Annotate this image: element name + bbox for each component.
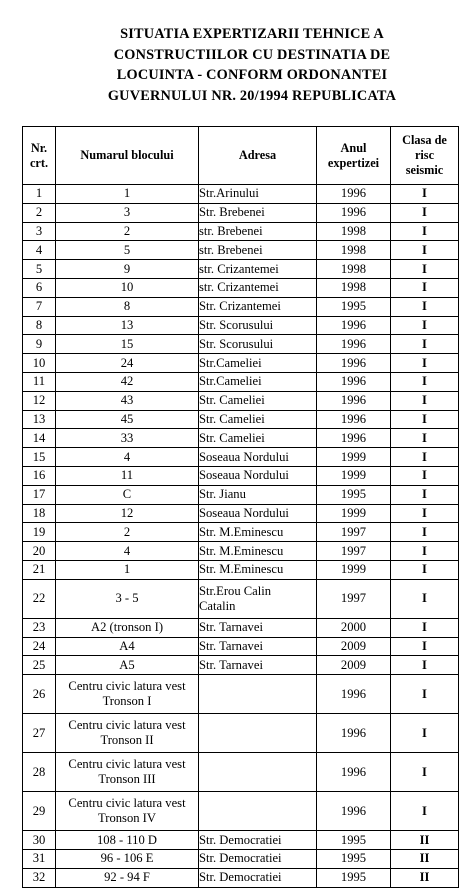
table-row [23, 579, 459, 618]
cell-adresa [199, 222, 317, 241]
cell-bloc [56, 849, 199, 868]
cell-bloc-line: 15 [120, 336, 134, 351]
cell-adresa-line: Str. Cameliei [199, 411, 265, 426]
cell-bloc [56, 354, 199, 373]
cell-clasa: I [391, 354, 459, 373]
cell-adresa [199, 637, 317, 656]
cell-bloc-line: 42 [120, 374, 134, 389]
cell-adresa [199, 429, 317, 448]
cell-nr: 28 [23, 753, 56, 792]
cell-adresa [199, 523, 317, 542]
header-nr-line: Nr. [30, 140, 48, 155]
cell-adresa-line: Soseaua Nordului [199, 468, 289, 483]
cell-adresa [199, 675, 317, 714]
cell-clasa: I [391, 372, 459, 391]
cell-bloc [56, 618, 199, 637]
cell-bloc [56, 542, 199, 561]
cell-bloc [56, 637, 199, 656]
cell-bloc-line: 92 - 94 F [104, 870, 150, 885]
cell-clasa: I [391, 203, 459, 222]
cell-adresa-line: Str. Democratiei [199, 870, 282, 885]
cell-clasa: I [391, 466, 459, 485]
cell-bloc-line: Tronson III [98, 772, 156, 787]
cell-anul: 2000 [317, 618, 391, 637]
cell-adresa-line: Str. M.Eminescu [199, 543, 284, 558]
cell-adresa [199, 504, 317, 523]
cell-adresa [199, 714, 317, 753]
cell-clasa: I [391, 792, 459, 831]
cell-clasa: I [391, 410, 459, 429]
cell-adresa [199, 485, 317, 504]
cell-nr: 32 [23, 868, 56, 887]
cell-bloc-line: Centru civic latura vest [68, 757, 186, 772]
table-body [23, 185, 459, 888]
cell-adresa-line: Str. Brebenei [199, 205, 265, 220]
cell-anul: 1999 [317, 560, 391, 579]
table-row [23, 429, 459, 448]
cell-bloc [56, 868, 199, 887]
cell-adresa-line: Str. Tarnavei [199, 657, 263, 672]
cell-bloc-line: 108 - 110 D [96, 832, 158, 847]
cell-bloc-line: Centru civic latura vest [68, 679, 186, 694]
table-row [23, 849, 459, 868]
table-row [23, 753, 459, 792]
cell-anul: 1996 [317, 372, 391, 391]
cell-bloc [56, 675, 199, 714]
cell-clasa: I [391, 523, 459, 542]
cell-bloc-line: 3 - 5 [115, 591, 139, 606]
cell-anul: 1998 [317, 278, 391, 297]
cell-nr: 21 [23, 560, 56, 579]
cell-adresa-line: Catalin [199, 598, 236, 613]
cell-adresa [199, 278, 317, 297]
table-row [23, 831, 459, 850]
cell-adresa-line: str. Brebenei [199, 242, 263, 257]
cell-nr: 15 [23, 448, 56, 467]
cell-clasa: I [391, 504, 459, 523]
cell-adresa [199, 241, 317, 260]
cell-bloc [56, 523, 199, 542]
cell-anul: 1997 [317, 542, 391, 561]
header-clasa-line: seismic [405, 163, 444, 177]
table-row [23, 410, 459, 429]
table-row [23, 241, 459, 260]
cell-adresa-line: Str. Democratiei [199, 851, 282, 866]
cell-adresa-line: str. Brebenei [199, 223, 263, 238]
cell-clasa: I [391, 637, 459, 656]
cell-bloc [56, 391, 199, 410]
cell-anul: 1998 [317, 222, 391, 241]
cell-nr: 29 [23, 792, 56, 831]
cell-bloc-line: A2 (tronson I) [90, 620, 164, 635]
table-row [23, 316, 459, 335]
cell-bloc [56, 278, 199, 297]
cell-anul: 1995 [317, 485, 391, 504]
title-line: LOCUINTA - CONFORM ORDONANTEI [116, 67, 388, 83]
cell-bloc [56, 410, 199, 429]
cell-adresa [199, 618, 317, 637]
cell-clasa: I [391, 185, 459, 204]
cell-anul: 1995 [317, 849, 391, 868]
cell-adresa [199, 354, 317, 373]
cell-bloc [56, 222, 199, 241]
cell-nr: 18 [23, 504, 56, 523]
cell-bloc-line: 24 [120, 355, 134, 370]
cell-adresa [199, 297, 317, 316]
header-clasa-line: Clasa de [402, 133, 447, 147]
cell-bloc [56, 372, 199, 391]
cell-nr: 2 [23, 203, 56, 222]
cell-bloc-line: 2 [123, 223, 131, 238]
cell-adresa [199, 372, 317, 391]
cell-adresa-line: Str.Arinului [199, 186, 259, 201]
table-row [23, 372, 459, 391]
table-row [23, 185, 459, 204]
cell-anul: 1996 [317, 185, 391, 204]
cell-clasa: I [391, 297, 459, 316]
cell-adresa-line: Str. Jianu [199, 487, 246, 502]
table-row [23, 391, 459, 410]
cell-nr: 7 [23, 297, 56, 316]
table-row [23, 792, 459, 831]
cell-adresa-line: Str. Scorusului [199, 336, 274, 351]
cell-nr: 30 [23, 831, 56, 850]
cell-adresa-line: Str. Scorusului [199, 317, 274, 332]
cell-clasa: II [391, 831, 459, 850]
cell-adresa-line: str. Crizantemei [199, 280, 279, 295]
cell-clasa: I [391, 675, 459, 714]
cell-adresa [199, 542, 317, 561]
cell-bloc-line: 43 [120, 393, 134, 408]
table-row [23, 523, 459, 542]
cell-bloc-line: 3 [123, 205, 131, 220]
expertise-table [22, 126, 459, 888]
cell-anul: 1996 [317, 410, 391, 429]
cell-clasa: I [391, 260, 459, 279]
cell-anul: 1995 [317, 868, 391, 887]
table-row [23, 504, 459, 523]
cell-clasa: I [391, 316, 459, 335]
cell-anul: 1996 [317, 429, 391, 448]
cell-adresa-line: Str. Tarnavei [199, 620, 263, 635]
cell-nr: 9 [23, 335, 56, 354]
cell-nr: 13 [23, 410, 56, 429]
cell-clasa: I [391, 753, 459, 792]
cell-anul: 1997 [317, 579, 391, 618]
header-adresa: Adresa [199, 127, 317, 185]
cell-clasa: I [391, 222, 459, 241]
header-anul-line: Anul [340, 140, 367, 155]
cell-adresa [199, 316, 317, 335]
cell-clasa: II [391, 868, 459, 887]
cell-bloc [56, 504, 199, 523]
cell-anul: 1996 [317, 792, 391, 831]
cell-nr: 6 [23, 278, 56, 297]
cell-bloc-line: 12 [120, 505, 134, 520]
cell-bloc-line: 96 - 106 E [100, 851, 154, 866]
cell-anul: 1996 [317, 714, 391, 753]
cell-bloc-line: Centru civic latura vest [68, 718, 186, 733]
cell-adresa-line: Str.Cameliei [199, 355, 262, 370]
header-clasa [391, 127, 459, 185]
cell-anul: 1996 [317, 391, 391, 410]
cell-bloc-line: 13 [120, 317, 134, 332]
cell-adresa-line: Soseaua Nordului [199, 449, 289, 464]
cell-clasa: I [391, 429, 459, 448]
cell-bloc-line: 9 [123, 261, 131, 276]
cell-anul: 1996 [317, 753, 391, 792]
cell-bloc [56, 714, 199, 753]
cell-adresa [199, 579, 317, 618]
cell-anul: 1999 [317, 466, 391, 485]
cell-adresa [199, 792, 317, 831]
cell-bloc [56, 448, 199, 467]
cell-bloc-line: 2 [123, 524, 131, 539]
cell-adresa-line: Str. Democratiei [199, 832, 282, 847]
cell-nr: 4 [23, 241, 56, 260]
cell-nr: 8 [23, 316, 56, 335]
cell-anul: 1996 [317, 675, 391, 714]
cell-clasa: II [391, 849, 459, 868]
table-row [23, 297, 459, 316]
table-header-row [23, 127, 459, 185]
cell-anul: 2009 [317, 656, 391, 675]
cell-bloc-line: Tronson II [100, 733, 154, 748]
cell-adresa-line: Str. M.Eminescu [199, 562, 284, 577]
header-anul-line: expertizei [327, 155, 380, 170]
cell-clasa: I [391, 656, 459, 675]
header-anul [317, 127, 391, 185]
cell-anul: 1995 [317, 297, 391, 316]
cell-anul: 1996 [317, 335, 391, 354]
cell-nr: 17 [23, 485, 56, 504]
cell-anul: 2009 [317, 637, 391, 656]
table-row [23, 618, 459, 637]
cell-bloc [56, 485, 199, 504]
table-row [23, 466, 459, 485]
cell-bloc [56, 260, 199, 279]
document-title [70, 24, 434, 106]
cell-anul: 1998 [317, 241, 391, 260]
cell-clasa: I [391, 714, 459, 753]
cell-clasa: I [391, 335, 459, 354]
cell-anul: 1996 [317, 203, 391, 222]
cell-bloc [56, 579, 199, 618]
header-nr-line: crt. [29, 155, 49, 170]
cell-bloc-line: 1 [123, 562, 131, 577]
cell-nr: 27 [23, 714, 56, 753]
cell-bloc-line: Tronson I [102, 694, 152, 709]
cell-bloc-line: A4 [119, 638, 135, 653]
cell-bloc-line: 4 [123, 449, 131, 464]
cell-adresa-line: Str.Erou Calin [199, 583, 272, 598]
table-row [23, 542, 459, 561]
cell-bloc-line: 45 [120, 411, 134, 426]
cell-nr: 10 [23, 354, 56, 373]
cell-clasa: I [391, 485, 459, 504]
table-row [23, 637, 459, 656]
cell-bloc [56, 241, 199, 260]
cell-nr: 11 [23, 372, 56, 391]
cell-clasa: I [391, 579, 459, 618]
cell-adresa [199, 410, 317, 429]
header-clasa-line: risc [414, 148, 435, 162]
cell-bloc [56, 185, 199, 204]
cell-anul: 1998 [317, 260, 391, 279]
cell-bloc [56, 203, 199, 222]
cell-nr: 14 [23, 429, 56, 448]
cell-bloc-line: Tronson IV [98, 811, 156, 826]
header-bloc: Numarul blocului [56, 127, 199, 185]
cell-nr: 12 [23, 391, 56, 410]
cell-bloc-line: 5 [123, 242, 131, 257]
cell-adresa [199, 466, 317, 485]
cell-nr: 22 [23, 579, 56, 618]
cell-bloc [56, 753, 199, 792]
cell-bloc-line: 8 [123, 299, 131, 314]
table-row [23, 675, 459, 714]
cell-nr: 26 [23, 675, 56, 714]
title-line: SITUATIA EXPERTIZARII TEHNICE A [120, 26, 384, 42]
title-line: GUVERNULUI NR. 20/1994 REPUBLICATA [107, 87, 397, 104]
table-row [23, 485, 459, 504]
cell-adresa-line: str. Crizantemei [199, 261, 279, 276]
cell-bloc [56, 466, 199, 485]
cell-nr: 23 [23, 618, 56, 637]
table-row [23, 868, 459, 887]
cell-adresa [199, 335, 317, 354]
cell-anul: 1996 [317, 354, 391, 373]
cell-adresa-line: Str. Tarnavei [199, 638, 263, 653]
header-nr [23, 127, 56, 185]
cell-adresa-line: Soseaua Nordului [199, 505, 289, 520]
cell-clasa: I [391, 241, 459, 260]
table-row [23, 222, 459, 241]
cell-adresa [199, 203, 317, 222]
table-row [23, 278, 459, 297]
cell-nr: 19 [23, 523, 56, 542]
table-row [23, 714, 459, 753]
cell-anul: 1995 [317, 831, 391, 850]
cell-bloc-line: 1 [123, 186, 131, 201]
cell-adresa [199, 868, 317, 887]
table-row [23, 448, 459, 467]
cell-adresa [199, 560, 317, 579]
cell-bloc [56, 335, 199, 354]
cell-bloc [56, 560, 199, 579]
cell-adresa [199, 849, 317, 868]
cell-adresa [199, 185, 317, 204]
cell-bloc [56, 429, 199, 448]
cell-anul: 1999 [317, 448, 391, 467]
cell-adresa [199, 753, 317, 792]
cell-bloc-line: A5 [119, 657, 135, 672]
cell-nr: 25 [23, 656, 56, 675]
cell-adresa-line: Str. M.Eminescu [199, 524, 284, 539]
cell-bloc [56, 297, 199, 316]
cell-bloc-line: Centru civic latura vest [68, 796, 186, 811]
cell-nr: 24 [23, 637, 56, 656]
cell-clasa: I [391, 391, 459, 410]
cell-bloc-line: C [122, 487, 132, 502]
table-row [23, 560, 459, 579]
cell-bloc [56, 831, 199, 850]
cell-bloc [56, 316, 199, 335]
cell-clasa: I [391, 542, 459, 561]
cell-adresa-line: Str. Cameliei [199, 393, 265, 408]
cell-clasa: I [391, 560, 459, 579]
cell-adresa-line: Str.Cameliei [199, 374, 262, 389]
cell-adresa-line: Str. Crizantemei [199, 299, 281, 314]
cell-adresa [199, 391, 317, 410]
cell-bloc-line: 10 [120, 280, 134, 295]
cell-bloc-line: 4 [123, 543, 131, 558]
cell-nr: 20 [23, 542, 56, 561]
cell-nr: 5 [23, 260, 56, 279]
table-row [23, 335, 459, 354]
cell-nr: 1 [23, 185, 56, 204]
cell-bloc-line: 33 [120, 430, 134, 445]
cell-adresa [199, 656, 317, 675]
cell-nr: 31 [23, 849, 56, 868]
cell-anul: 1996 [317, 316, 391, 335]
cell-anul: 1999 [317, 504, 391, 523]
table-row [23, 260, 459, 279]
cell-bloc-line: 11 [120, 468, 134, 483]
table-row [23, 203, 459, 222]
cell-adresa [199, 831, 317, 850]
title-line: CONSTRUCTIILOR CU DESTINATIA DE [113, 46, 391, 63]
table-row [23, 354, 459, 373]
cell-anul: 1997 [317, 523, 391, 542]
cell-nr: 16 [23, 466, 56, 485]
cell-adresa [199, 260, 317, 279]
cell-bloc [56, 656, 199, 675]
cell-clasa: I [391, 278, 459, 297]
cell-clasa: I [391, 618, 459, 637]
cell-clasa: I [391, 448, 459, 467]
cell-bloc [56, 792, 199, 831]
cell-adresa [199, 448, 317, 467]
cell-nr: 3 [23, 222, 56, 241]
cell-adresa-line: Str. Cameliei [199, 430, 265, 445]
table-row [23, 656, 459, 675]
